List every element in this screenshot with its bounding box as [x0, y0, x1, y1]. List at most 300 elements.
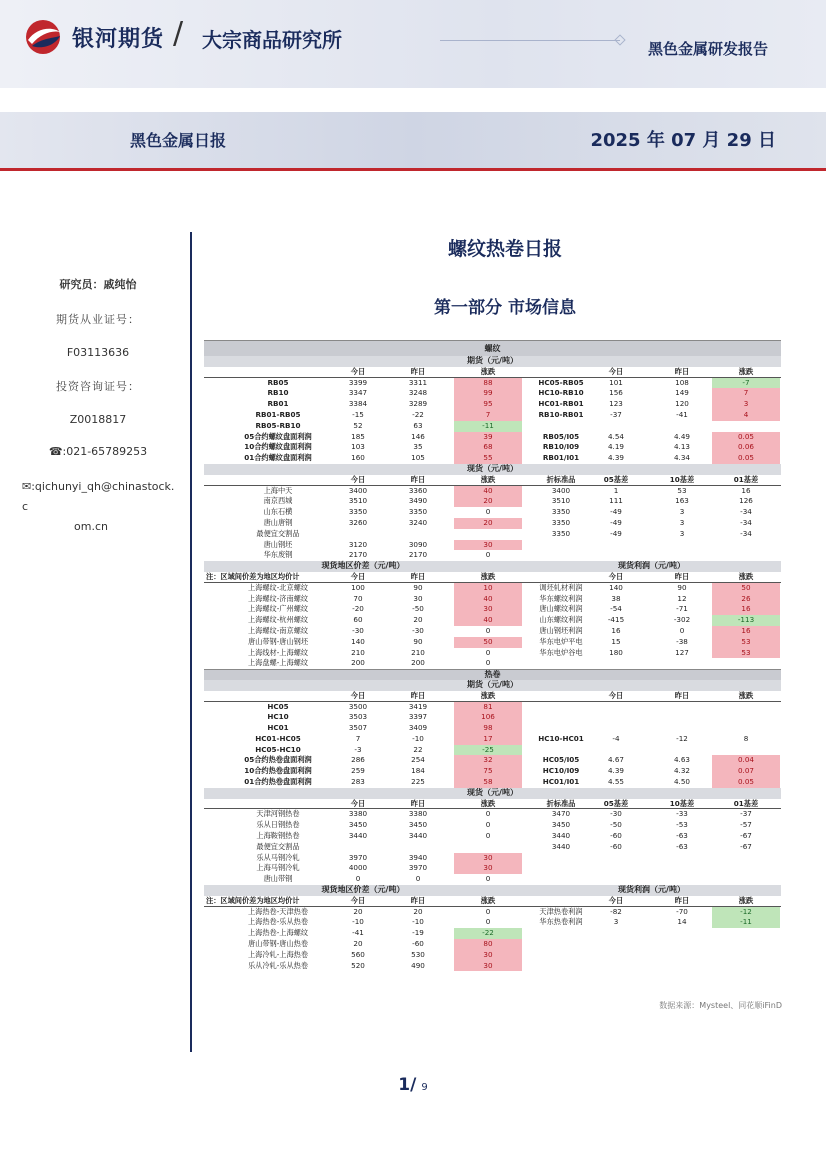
rebar-region-row-change-2: 16 — [712, 626, 780, 637]
rebar-spread-row-today: -15 — [352, 409, 364, 419]
hotcoil-spot-row-yesterday: 3940 — [408, 852, 428, 862]
header-yesterday: 昨日 — [410, 895, 426, 905]
hotcoil-spot-row-today — [342, 842, 374, 853]
rebar-spot-row-basis-01: -34 — [740, 528, 752, 538]
hotcoil-spot-row-today: 0 — [355, 874, 361, 884]
rebar-spot-row-yesterday: 3350 — [408, 507, 428, 517]
header-change: 涨跌 — [738, 366, 754, 376]
hotcoil-spot-row-basis-10: -33 — [676, 809, 688, 819]
license-number: F03113636 — [66, 346, 130, 359]
rebar-region-row-today: -20 — [352, 604, 364, 614]
rebar-spot-row — [204, 540, 781, 551]
rebar-section-title: 螺纹 — [204, 340, 781, 356]
rebar-spot-row-change: 40 — [454, 486, 522, 497]
hotcoil-region-row-change: 30 — [454, 961, 522, 972]
rebar-spot-row-today: 3260 — [348, 517, 368, 527]
hotcoil-profit-row-label: 05合约热卷盘面利润 — [244, 755, 312, 765]
rebar-futures-row-change: 88 — [454, 378, 522, 389]
hotcoil-spot-row-basis-01 — [712, 853, 780, 864]
rebar-spot-row-basis-05 — [600, 540, 632, 551]
hotcoil-region-row-change: 0 — [485, 906, 491, 916]
rebar-spot-row-label: 华东废钢 — [263, 550, 293, 560]
report-date: 2025 年 07 月 29 日 — [590, 130, 776, 151]
institute-name: 大宗商品研究所 — [202, 28, 342, 52]
rebar-futures-row-yesterday-2: 149 — [675, 388, 689, 398]
hotcoil-futures-row-change: 98 — [454, 723, 522, 734]
rebar-futures-row-change-2: 7 — [712, 388, 780, 399]
rebar-profit-row — [204, 432, 781, 443]
author-sidebar — [18, 276, 178, 556]
rebar-region-row-yesterday-2: 0 — [679, 625, 685, 635]
hotcoil-spot-row-basis-01: -67 — [740, 841, 752, 851]
rebar-region-row-label: 上海螺纹-北京螺纹 — [247, 582, 309, 592]
rebar-spread-row-yesterday: -22 — [412, 409, 424, 419]
rebar-profit-row — [204, 453, 781, 464]
rebar-region-row — [204, 583, 781, 594]
hotcoil-spot-row-discount-std: 3470 — [551, 809, 571, 819]
daily-report-name: 黑色金属日报 — [130, 131, 227, 150]
rebar-spot-row-today: 3350 — [348, 507, 368, 517]
rebar-region-row-change-2: 50 — [712, 583, 780, 594]
rebar-futures-row — [204, 378, 781, 389]
rebar-futures-row-label: RB01 — [267, 399, 289, 409]
rebar-spot-row-basis-05: -49 — [610, 517, 622, 527]
header-today: 今日 — [350, 366, 366, 376]
hotcoil-region-row-yesterday: 490 — [411, 960, 425, 970]
rebar-futures-row-change-2: -7 — [712, 378, 780, 389]
rebar-region-row-change: 30 — [454, 604, 522, 615]
hotcoil-spot-header — [204, 799, 781, 810]
hotcoil-spot-row-discount-std: 3450 — [551, 820, 571, 830]
hotcoil-region-row-label-2 — [522, 950, 600, 961]
hotcoil-spot-row-discount-std — [522, 863, 600, 874]
rebar-region-row-today: 60 — [353, 615, 363, 625]
header-change: 涨跌 — [480, 798, 496, 808]
rebar-spot-row-basis-01 — [712, 550, 780, 561]
rebar-spot-row-label: 最便宜交割品 — [256, 528, 300, 538]
header-yesterday: 昨日 — [410, 474, 426, 484]
hotcoil-spot-title: 现货（元/吨） — [204, 788, 781, 799]
region-spread-title: 现货地区价差（元/吨） — [321, 561, 405, 571]
rebar-spread-row-change-2: 4 — [712, 410, 780, 421]
hotcoil-region-row-label: 唐山带钢-唐山热卷 — [247, 939, 309, 949]
hotcoil-spot-row-basis-05 — [600, 863, 632, 874]
rebar-region-row-label: 上海螺纹-南京螺纹 — [247, 625, 309, 635]
rebar-region-row-change-2: 16 — [712, 604, 780, 615]
hotcoil-spot-row-basis-10 — [666, 863, 698, 874]
rebar-futures-row-change: 95 — [454, 399, 522, 410]
rebar-spot-row-yesterday: 3490 — [408, 496, 428, 506]
rebar-region-row-change: 0 — [485, 658, 491, 668]
title-band-divider — [0, 168, 826, 171]
header-slash: / — [173, 16, 184, 51]
rebar-profit-row-change: 55 — [454, 453, 522, 464]
rebar-futures-row-label: RB10 — [267, 388, 289, 398]
rebar-futures-row-today-2: 156 — [609, 388, 623, 398]
header-change: 涨跌 — [738, 895, 754, 905]
rebar-region-row-today: -30 — [352, 625, 364, 635]
hotcoil-spot-row-basis-01 — [712, 874, 780, 885]
rebar-spot-row-yesterday — [402, 529, 434, 540]
hotcoil-spread-row-label-2 — [522, 745, 600, 756]
hotcoil-region-row-today: 560 — [351, 949, 365, 959]
hotcoil-spot-row-yesterday: 3970 — [408, 863, 428, 873]
hotcoil-futures-title: 期货（元/吨） — [204, 680, 781, 691]
hotcoil-spot-row-change: 0 — [485, 809, 491, 819]
hotcoil-region-row — [204, 928, 781, 939]
hotcoil-region-row-label-2 — [522, 961, 600, 972]
hotcoil-region-row — [204, 917, 781, 928]
rebar-profit-row-label: 10合约螺纹盘面利润 — [244, 442, 312, 452]
header-today: 今日 — [608, 366, 624, 376]
hotcoil-region-row-today-2 — [600, 961, 632, 972]
rebar-profit-row-yesterday-2: 4.13 — [673, 442, 690, 452]
hotcoil-spread-row-yesterday-2 — [666, 745, 698, 756]
hotcoil-region-row-label-2 — [522, 939, 600, 950]
hotcoil-spot-row-basis-01 — [712, 863, 780, 874]
rebar-spot-row-basis-10: 3 — [679, 528, 685, 538]
rebar-region-row-change: 40 — [454, 594, 522, 605]
rebar-profit-row-change-2: 0.06 — [712, 442, 780, 453]
rebar-profit-row-today-2: 4.54 — [607, 431, 624, 441]
hotcoil-futures-row-yesterday: 3419 — [408, 701, 428, 711]
rebar-spot-row-discount-std: 3350 — [551, 517, 571, 527]
rebar-spot-row-basis-10 — [666, 540, 698, 551]
rebar-region-row — [204, 637, 781, 648]
rebar-spot-row-basis-10 — [666, 550, 698, 561]
rebar-spread-row-label: RB05-RB10 — [255, 420, 301, 430]
rebar-spot-row-discount-std — [522, 540, 600, 551]
header-today: 今日 — [608, 690, 624, 700]
rebar-spot-row-discount-std: 3350 — [551, 507, 571, 517]
rebar-futures-row-yesterday: 3311 — [408, 377, 428, 387]
header-change: 涨跌 — [480, 571, 496, 581]
hotcoil-profit-row-label-2: HC01/I01 — [542, 777, 580, 787]
page-current: 1 — [398, 1075, 411, 1095]
rebar-profit-row-yesterday: 35 — [413, 442, 423, 452]
rebar-region-row-yesterday-2: 90 — [677, 582, 687, 592]
rebar-spot-row-basis-05: -49 — [610, 528, 622, 538]
hotcoil-profit-row-today-2: 4.67 — [607, 755, 624, 765]
rebar-spot-row-basis-10: 163 — [675, 496, 689, 506]
rebar-spot-row-basis-01 — [712, 540, 780, 551]
hotcoil-profit-row-label: 01合约热卷盘面利润 — [244, 777, 312, 787]
region-note: 注：区域间价差为地区均价计 — [206, 571, 300, 581]
header-change: 涨跌 — [480, 474, 496, 484]
rebar-spread-row — [204, 410, 781, 421]
header-basis-10: 10基差 — [669, 798, 695, 808]
rebar-region-header-sub — [204, 572, 781, 583]
rebar-spot-row-basis-05: -49 — [610, 507, 622, 517]
hotcoil-spot-row-discount-std: 3440 — [551, 831, 571, 841]
hotcoil-region-row-label-2: 天津热卷利润 — [539, 906, 583, 916]
header-yesterday: 昨日 — [410, 571, 426, 581]
rebar-spread-row-label: RB01-RB05 — [255, 409, 301, 419]
page-number — [0, 1075, 826, 1095]
rebar-spread-row-today: 52 — [353, 420, 363, 430]
header-basis-01: 01基差 — [733, 798, 759, 808]
data-source: 数据来源：Mysteel、同花顺iFinD — [659, 1001, 782, 1010]
hotcoil-spot-row-yesterday: 3450 — [408, 820, 428, 830]
hotcoil-profit-row-change-2: 0.05 — [712, 777, 780, 788]
hotcoil-spot-row — [204, 842, 781, 853]
rebar-region-row-yesterday-2: -302 — [673, 615, 691, 625]
rebar-region-row-yesterday: 210 — [411, 647, 425, 657]
rebar-spread-row-change-2 — [712, 421, 780, 432]
hotcoil-spot-row-basis-05: -60 — [610, 841, 622, 851]
hotcoil-spot-row-change: 0 — [485, 874, 491, 884]
rebar-region-row-change-2: -113 — [712, 615, 780, 626]
hotcoil-spot-row-label: 上海鞍钢热卷 — [256, 831, 300, 841]
hotcoil-region-header — [204, 885, 781, 896]
rebar-profit-row — [204, 442, 781, 453]
rebar-spot-row-discount-std: 3510 — [551, 496, 571, 506]
decorative-line — [440, 40, 620, 41]
rebar-profit-row-change: 39 — [454, 432, 522, 443]
hotcoil-spread-row-yesterday: 22 — [413, 744, 423, 754]
hotcoil-region-row-yesterday: -19 — [412, 928, 424, 938]
email-address[interactable] — [18, 477, 178, 537]
hotcoil-spot-row-yesterday — [402, 842, 434, 853]
header-yesterday: 昨日 — [674, 571, 690, 581]
header-change: 涨跌 — [738, 571, 754, 581]
hotcoil-futures-row — [204, 723, 781, 734]
hotcoil-spot-row-discount-std: 3440 — [551, 841, 571, 851]
rebar-spot-row-change: 0 — [485, 507, 491, 517]
rebar-spot-row-change — [454, 529, 522, 540]
header-discount-std: 折标准品 — [546, 474, 576, 484]
rebar-spot-row — [204, 507, 781, 518]
hotcoil-profit-row — [204, 755, 781, 766]
rebar-spot-row-basis-10: 3 — [679, 517, 685, 527]
hotcoil-region-row — [204, 939, 781, 950]
rebar-futures-row-today: 3384 — [348, 399, 368, 409]
hotcoil-spot-row-change: 30 — [454, 853, 522, 864]
rebar-spot-row-basis-05: 111 — [609, 496, 623, 506]
rebar-region-row-yesterday: 20 — [413, 615, 423, 625]
hotcoil-spot-row — [204, 853, 781, 864]
hotcoil-futures-row-yesterday: 3409 — [408, 723, 428, 733]
hotcoil-spot-row-discount-std — [522, 853, 600, 864]
rebar-region-row-yesterday: -50 — [412, 604, 424, 614]
rebar-spread-row — [204, 421, 781, 432]
rebar-spot-row-basis-01: -34 — [740, 517, 752, 527]
rebar-region-row — [204, 604, 781, 615]
email-line-1: ✉:qichunyi_qh@chinastock.c — [22, 480, 175, 513]
hotcoil-spot-row-basis-01: -37 — [740, 809, 752, 819]
hotcoil-profit-row-yesterday: 184 — [411, 766, 425, 776]
rebar-futures-row-yesterday-2: 120 — [675, 399, 689, 409]
hotcoil-region-row-label: 上海热卷-乐从热卷 — [247, 917, 309, 927]
hotcoil-spread-row — [204, 745, 781, 756]
rebar-region-row-change: 10 — [454, 583, 522, 594]
rebar-region-row-today-2: 180 — [609, 647, 623, 657]
rebar-spread-row-label-2: RB10-RB01 — [538, 409, 584, 419]
rebar-profit-row-yesterday-2: 4.34 — [673, 453, 690, 463]
header-today: 今日 — [350, 690, 366, 700]
hotcoil-profit-row — [204, 777, 781, 788]
hotcoil-spot-row-change: 0 — [485, 831, 491, 841]
hotcoil-region-row-change-2 — [712, 950, 780, 961]
rebar-region-row — [204, 626, 781, 637]
rebar-spot-row — [204, 518, 781, 529]
hotcoil-region-row-today-2 — [600, 950, 632, 961]
hotcoil-region-row-yesterday-2: -70 — [676, 906, 688, 916]
header-basis-10: 10基差 — [669, 474, 695, 484]
header-yesterday: 昨日 — [410, 366, 426, 376]
hotcoil-region-row — [204, 907, 781, 918]
header-today: 今日 — [608, 571, 624, 581]
rebar-region-row-label-2: 唐山钢坯利润 — [539, 625, 583, 635]
hotcoil-spot-row-basis-10: -53 — [676, 820, 688, 830]
rebar-profit-row-today: 160 — [351, 453, 365, 463]
hotcoil-region-row-label: 上海冷轧-上海热卷 — [247, 949, 309, 959]
hotcoil-spread-row-yesterday-2: -12 — [676, 733, 688, 743]
rebar-region-row-yesterday: 90 — [413, 636, 423, 646]
rebar-profit-row-label-2: RB10/I09 — [542, 442, 580, 452]
hotcoil-region-row-change: 30 — [454, 950, 522, 961]
hotcoil-region-row-today-2: 3 — [613, 917, 619, 927]
hotcoil-spot-row — [204, 831, 781, 842]
hotcoil-spread-row-change: -25 — [454, 745, 522, 756]
header-change: 涨跌 — [480, 366, 496, 376]
rebar-spot-row-basis-10: 3 — [679, 507, 685, 517]
rebar-region-row-yesterday-2: -38 — [676, 636, 688, 646]
hotcoil-spread-row — [204, 734, 781, 745]
rebar-profit-row-yesterday-2: 4.49 — [673, 431, 690, 441]
hotcoil-spot-row — [204, 809, 781, 820]
rebar-region-row-label-2: 华东电炉谷电 — [539, 647, 583, 657]
rebar-region-row-label: 上海螺纹-杭州螺纹 — [247, 615, 309, 625]
rebar-spot-row-yesterday: 3240 — [408, 517, 428, 527]
rebar-region-row-today-2 — [600, 658, 632, 669]
rebar-profit-row-label: 05合约螺纹盘面利润 — [244, 431, 312, 441]
rebar-spot-title: 现货（元/吨） — [204, 464, 781, 475]
region-spread-title: 现货地区价差（元/吨） — [321, 885, 405, 895]
rebar-profit-row-today-2: 4.39 — [607, 453, 624, 463]
hotcoil-profit-row-change-2: 0.04 — [712, 755, 780, 766]
hotcoil-futures-row-yesterday: 3397 — [408, 712, 428, 722]
hotcoil-region-row-change: -22 — [454, 928, 522, 939]
hotcoil-profit-row-change: 32 — [454, 755, 522, 766]
hotcoil-region-row-change-2: -11 — [712, 917, 780, 928]
spot-profit-title: 现货利润（元/吨） — [618, 885, 685, 895]
rebar-profit-row-today: 185 — [351, 431, 365, 441]
hotcoil-profit-row-today: 283 — [351, 777, 365, 787]
hotcoil-spread-row-yesterday: -10 — [412, 733, 424, 743]
hotcoil-region-row-yesterday-2 — [666, 950, 698, 961]
hotcoil-spread-row-today-2 — [600, 745, 632, 756]
rebar-spot-row — [204, 496, 781, 507]
rebar-futures-row-label-2: HC01-RB01 — [538, 399, 584, 409]
rebar-region-row-today: 140 — [351, 636, 365, 646]
hotcoil-profit-row-today-2: 4.39 — [607, 766, 624, 776]
rebar-region-row-today: 200 — [351, 658, 365, 668]
rebar-region-row-yesterday-2: 127 — [675, 647, 689, 657]
hotcoil-spot-row-today: 3440 — [348, 831, 368, 841]
hotcoil-region-row-yesterday-2 — [666, 928, 698, 939]
rebar-futures-row-yesterday-2: 108 — [675, 377, 689, 387]
spot-profit-title: 现货利润（元/吨） — [618, 561, 685, 571]
hotcoil-futures-row-today: 3507 — [348, 723, 368, 733]
hotcoil-region-header-sub — [204, 896, 781, 907]
rebar-spread-row-today-2 — [600, 421, 632, 432]
rebar-region-row-label-2 — [522, 658, 600, 669]
hotcoil-spread-row-label-2: HC10-HC01 — [538, 733, 584, 743]
advisory-label: 投资咨询证号： — [56, 380, 140, 393]
header-yesterday: 昨日 — [674, 366, 690, 376]
researcher-name: 研究员：戚纯怡 — [59, 278, 137, 291]
hotcoil-profit-row-label: 10合约热卷盘面利润 — [244, 766, 312, 776]
hotcoil-region-row-today-2: -82 — [610, 906, 622, 916]
hotcoil-region-row-yesterday: 20 — [413, 906, 423, 916]
rebar-spread-row-today-2: -37 — [610, 409, 622, 419]
hotcoil-region-row-today-2 — [600, 928, 632, 939]
rebar-profit-row-change: 68 — [454, 442, 522, 453]
header-basis-05: 05基差 — [603, 798, 629, 808]
rebar-profit-row-label-2: RB05/I05 — [542, 431, 580, 441]
rebar-region-row-change: 0 — [485, 625, 491, 635]
rebar-region-row — [204, 615, 781, 626]
rebar-spread-row-label-2 — [522, 421, 600, 432]
rebar-region-header — [204, 561, 781, 572]
rebar-spot-row-change: 30 — [454, 540, 522, 551]
brand-name: 银河期货 — [72, 27, 165, 52]
rebar-spot-row-change: 20 — [454, 518, 522, 529]
hotcoil-spot-row-label: 乐从马钢冷轧 — [256, 852, 300, 862]
rebar-spread-row-change: -11 — [454, 421, 522, 432]
rebar-spot-row-today: 3120 — [348, 539, 368, 549]
hotcoil-profit-row-change: 58 — [454, 777, 522, 788]
hotcoil-region-row-change-2 — [712, 961, 780, 972]
rebar-region-row-yesterday: 30 — [413, 593, 423, 603]
hotcoil-spread-row-today: -3 — [354, 744, 362, 754]
hotcoil-spread-row-change-2: 8 — [743, 733, 749, 743]
hotcoil-profit-row-yesterday: 254 — [411, 755, 425, 765]
hotcoil-spot-row-label: 唐山带钢 — [263, 874, 293, 884]
rebar-region-row-label: 上海螺纹-济南螺纹 — [247, 593, 309, 603]
hotcoil-region-row-today: 20 — [353, 939, 363, 949]
rebar-spot-row-basis-05: 1 — [613, 485, 619, 495]
header-yesterday: 昨日 — [674, 690, 690, 700]
hotcoil-region-row-change: 0 — [485, 917, 491, 927]
hotcoil-spot-row-discount-std — [522, 874, 600, 885]
hotcoil-region-row-yesterday: -60 — [412, 939, 424, 949]
rebar-futures-row-today: 3399 — [348, 377, 368, 387]
phone-number: ☎:021-65789253 — [48, 445, 148, 458]
hotcoil-profit-row-yesterday: 225 — [411, 777, 425, 787]
hotcoil-region-row-change-2: -12 — [712, 907, 780, 918]
header-basis-05: 05基差 — [603, 474, 629, 484]
header-discount-std: 折标准品 — [546, 798, 576, 808]
rebar-futures-row-yesterday: 3248 — [408, 388, 428, 398]
header-change: 涨跌 — [480, 895, 496, 905]
hotcoil-region-row-today: -10 — [352, 917, 364, 927]
rebar-region-row-change-2: 26 — [712, 594, 780, 605]
header-yesterday: 昨日 — [410, 798, 426, 808]
hotcoil-futures-row-change: 81 — [454, 702, 522, 713]
rebar-spot-row-discount-std: 3400 — [551, 485, 571, 495]
hotcoil-profit-row-today: 259 — [351, 766, 365, 776]
hotcoil-profit-row-label-2: HC05/I05 — [542, 755, 580, 765]
hotcoil-spot-row-basis-05: -50 — [610, 820, 622, 830]
header-yesterday: 昨日 — [674, 895, 690, 905]
hotcoil-spot-row — [204, 863, 781, 874]
hotcoil-futures-row-change: 106 — [454, 712, 522, 723]
rebar-region-row-change: 40 — [454, 615, 522, 626]
rebar-region-row-change: 0 — [485, 647, 491, 657]
rebar-region-row-change-2: 53 — [712, 648, 780, 659]
